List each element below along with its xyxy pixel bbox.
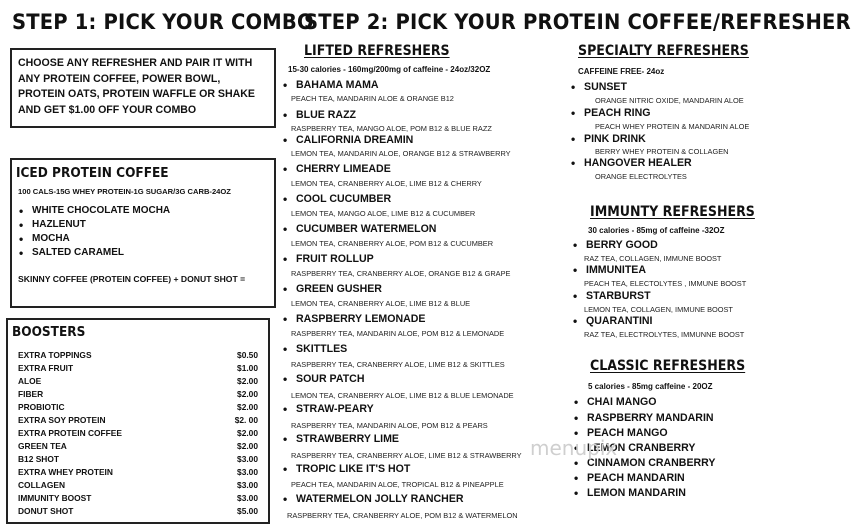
- booster-name: COLLAGEN: [18, 480, 65, 490]
- lifted-item-desc: PEACH TEA, MANDARIN ALOE & ORANGE B12: [291, 94, 454, 103]
- booster-price: $3.00: [237, 467, 258, 477]
- booster-price: $1.00: [237, 363, 258, 373]
- specialty-item-desc: BERRY WHEY PROTEIN & COLLAGEN: [595, 147, 729, 156]
- lifted-item-desc: LEMON TEA, MANDARIN ALOE, ORANGE B12 & STRAWBERRY: [291, 149, 511, 158]
- booster-price: $3.00: [237, 454, 258, 464]
- classic-item: • CINNAMON CRANBERRY: [587, 457, 716, 469]
- immunity-item-desc: RAZ TEA, ELECTROLYTES, IMMUNNE BOOST: [584, 330, 745, 339]
- specialty-title: SPECIALTY REFRESHERS: [578, 43, 749, 59]
- specialty-item-name: • SUNSET: [584, 81, 627, 93]
- booster-row: [18, 467, 258, 477]
- lifted-item-name: • TROPIC LIKE IT'S HOT: [296, 463, 410, 475]
- booster-name: PROBIOTIC: [18, 402, 65, 412]
- booster-row: [18, 493, 258, 503]
- iced-item: • HAZLENUT: [32, 219, 86, 230]
- iced-coffee-info: 100 CALS-15G WHEY PROTEIN-1G SUGAR/3G CARB-24OZ: [18, 187, 231, 196]
- immunity-item-name: • BERRY GOOD: [586, 239, 658, 251]
- lifted-item-desc: LEMON TEA, MANGO ALOE, LIME B12 & CUCUMBER: [291, 209, 476, 218]
- booster-name: DONUT SHOT: [18, 506, 74, 516]
- immunity-item-desc: LEMON TEA, COLLAGEN, IMMUNE BOOST: [584, 305, 733, 314]
- lifted-title: LIFTED REFRESHERS: [304, 43, 450, 59]
- lifted-item-name: • SOUR PATCH: [296, 373, 364, 385]
- boosters-box: [6, 318, 270, 524]
- immunity-item-name: • IMMUNITEA: [586, 264, 646, 276]
- booster-price: $3.00: [237, 493, 258, 503]
- immunity-item-desc: PEACH TEA, ELECTOLYTES , IMMUNE BOOST: [584, 279, 747, 288]
- watermark: menupix: [530, 436, 618, 460]
- booster-name: EXTRA WHEY PROTEIN: [18, 467, 113, 477]
- booster-name: EXTRA SOY PROTEIN: [18, 415, 106, 425]
- booster-name: GREEN TEA: [18, 441, 67, 451]
- lifted-info: 15-30 calories - 160mg/200mg of caffeine - 24oz/32OZ: [288, 65, 491, 74]
- lifted-item-desc: LEMON TEA, CRANBERRY ALOE, LIME B12 & CHERRY: [291, 179, 482, 188]
- lifted-item-desc: RASPBERRY TEA, CRANBERRY ALOE, LIME B12 & STRAWBERRY: [291, 451, 522, 460]
- lifted-item-name: • CUCUMBER WATERMELON: [296, 223, 436, 235]
- lifted-item-name: • CHERRY LIMEADE: [296, 163, 391, 175]
- iced-item: • WHITE CHOCOLATE MOCHA: [32, 205, 170, 216]
- classic-item: • PEACH MANGO: [587, 427, 668, 439]
- booster-row: [18, 389, 258, 399]
- booster-name: ALOE: [18, 376, 42, 386]
- specialty-item-name: • PEACH RING: [584, 107, 651, 119]
- iced-coffee-box: [10, 158, 276, 308]
- lifted-item-desc: RASPBERRY TEA, MANDARIN ALOE, POM B12 & PEARS: [291, 421, 488, 430]
- classic-title: CLASSIC REFRESHERS: [590, 358, 746, 374]
- immunity-item-name: • STARBURST: [586, 290, 651, 302]
- booster-price: $2.00: [237, 402, 258, 412]
- specialty-info: CAFFEINE FREE- 24oz: [578, 67, 665, 76]
- booster-name: EXTRA FRUIT: [18, 363, 74, 373]
- booster-name: IMMUNITY BOOST: [18, 493, 92, 503]
- lifted-item-desc: PEACH TEA, MANDARIN ALOE, TROPICAL B12 & PINEAPPLE: [291, 480, 504, 489]
- booster-row: [18, 350, 258, 360]
- booster-price: $2.00: [237, 389, 258, 399]
- booster-row: [18, 454, 258, 464]
- booster-price: $5.00: [237, 506, 258, 516]
- booster-price: $2. 00: [234, 415, 258, 425]
- lifted-item-desc: RASPBERRY TEA, CRANBERRY ALOE, LIME B12 & SKITTLES: [291, 360, 505, 369]
- booster-row: [18, 363, 258, 373]
- booster-row: [18, 506, 258, 516]
- lifted-item-name: • STRAW-PEARY: [296, 403, 374, 415]
- lifted-item-name: • BAHAMA MAMA: [296, 79, 379, 91]
- lifted-item-name: • SKITTLES: [296, 343, 347, 355]
- classic-info: 5 calories - 85mg caffeine - 20OZ: [588, 382, 713, 391]
- booster-row: [18, 376, 258, 386]
- step2-title: STEP 2: PICK YOUR PROTEIN COFFEE/REFRESHER: [304, 10, 851, 34]
- booster-row: [18, 480, 258, 490]
- booster-row: [18, 428, 258, 438]
- classic-item: • LEMON MANDARIN: [587, 487, 686, 499]
- lifted-item-name: • CALIFORNIA DREAMIN: [296, 134, 413, 146]
- booster-row: [18, 441, 258, 451]
- lifted-item-desc: LEMON TEA, CRANBERRY ALOE, POM B12 & CUCUMBER: [291, 239, 494, 248]
- booster-row: [18, 402, 258, 412]
- immunity-info: 30 calories - 85mg of caffeine -32OZ: [588, 226, 725, 235]
- specialty-item-desc: PEACH WHEY PROTEIN & MANDARIN ALOE: [595, 122, 750, 131]
- booster-name: B12 SHOT: [18, 454, 59, 464]
- booster-name: EXTRA PROTEIN COFFEE: [18, 428, 122, 438]
- boosters-title: BOOSTERS: [12, 324, 86, 340]
- specialty-item-name: • PINK DRINK: [584, 133, 646, 145]
- specialty-item-desc: ORANGE ELECTROLYTES: [595, 172, 687, 181]
- booster-row: [18, 415, 258, 425]
- classic-item: • LEMON CRANBERRY: [587, 442, 696, 454]
- booster-price: $2.00: [237, 376, 258, 386]
- booster-price: $3.00: [237, 480, 258, 490]
- lifted-item-desc: RASPBERRY TEA, CRANBERRY ALOE, ORANGE B12 & GRAPE: [291, 269, 511, 278]
- combo-text: CHOOSE ANY REFRESHER AND PAIR IT WITH ANY PROTEIN COFFEE, POWER BOWL, PROTEIN OATS, PROTEIN WAFFLE OR SHAKE AND GET $1.00 OFF YOUR COMBO: [18, 57, 255, 116]
- lifted-item-desc: RASPBERRY TEA, CRANBERRY ALOE, POM B12 & WATERMELON: [287, 511, 518, 520]
- immunity-item-desc: RAZ TEA, COLLAGEN, IMMUNE BOOST: [584, 254, 722, 263]
- lifted-item-name: • STRAWBERRY LIME: [296, 433, 399, 445]
- lifted-item-desc: LEMON TEA, CRANBERRY ALOE, LIME B12 & BLUE: [291, 299, 471, 308]
- immunity-item-name: • QUARANTINI: [586, 315, 653, 327]
- classic-item: • PEACH MANDARIN: [587, 472, 685, 484]
- combo-box: [10, 48, 276, 128]
- lifted-item-name: • BLUE RAZZ: [296, 109, 356, 121]
- iced-item: • SALTED CARAMEL: [32, 247, 124, 258]
- booster-name: EXTRA TOPPINGS: [18, 350, 92, 360]
- specialty-item-desc: ORANGE NITRIC OXIDE, MANDARIN ALOE: [595, 96, 744, 105]
- booster-price: $2.00: [237, 428, 258, 438]
- iced-coffee-note: SKINNY COFFEE (PROTEIN COFFEE) + DONUT SHOT =: [18, 274, 246, 284]
- booster-price: $0.50: [237, 350, 258, 360]
- lifted-item-name: • WATERMELON JOLLY RANCHER: [296, 493, 464, 505]
- lifted-item-desc: RASPBERRY TEA, MANGO ALOE, POM B12 & BLUE RAZZ: [291, 124, 492, 133]
- lifted-item-desc: RASPBERRY TEA, MANDARIN ALOE, POM B12 & LEMONADE: [291, 329, 505, 338]
- step1-title: STEP 1: PICK YOUR COMBO: [12, 10, 314, 34]
- specialty-item-name: • HANGOVER HEALER: [584, 157, 692, 169]
- immunity-title: IMMUNTY REFRESHERS: [590, 204, 755, 220]
- lifted-item-name: • COOL CUCUMBER: [296, 193, 391, 205]
- lifted-item-name: • RASPBERRY LEMONADE: [296, 313, 426, 325]
- classic-item: • CHAI MANGO: [587, 396, 656, 408]
- lifted-item-name: • GREEN GUSHER: [296, 283, 382, 295]
- iced-item: • MOCHA: [32, 233, 70, 244]
- booster-name: FIBER: [18, 389, 44, 399]
- iced-coffee-title: ICED PROTEIN COFFEE: [16, 165, 169, 181]
- lifted-item-desc: LEMON TEA, CRANBERRY ALOE, LIME B12 & BLUE LEMONADE: [291, 391, 514, 400]
- classic-item: • RASPBERRY MANDARIN: [587, 412, 714, 424]
- booster-price: $2.00: [237, 441, 258, 451]
- lifted-item-name: • FRUIT ROLLUP: [296, 253, 374, 265]
